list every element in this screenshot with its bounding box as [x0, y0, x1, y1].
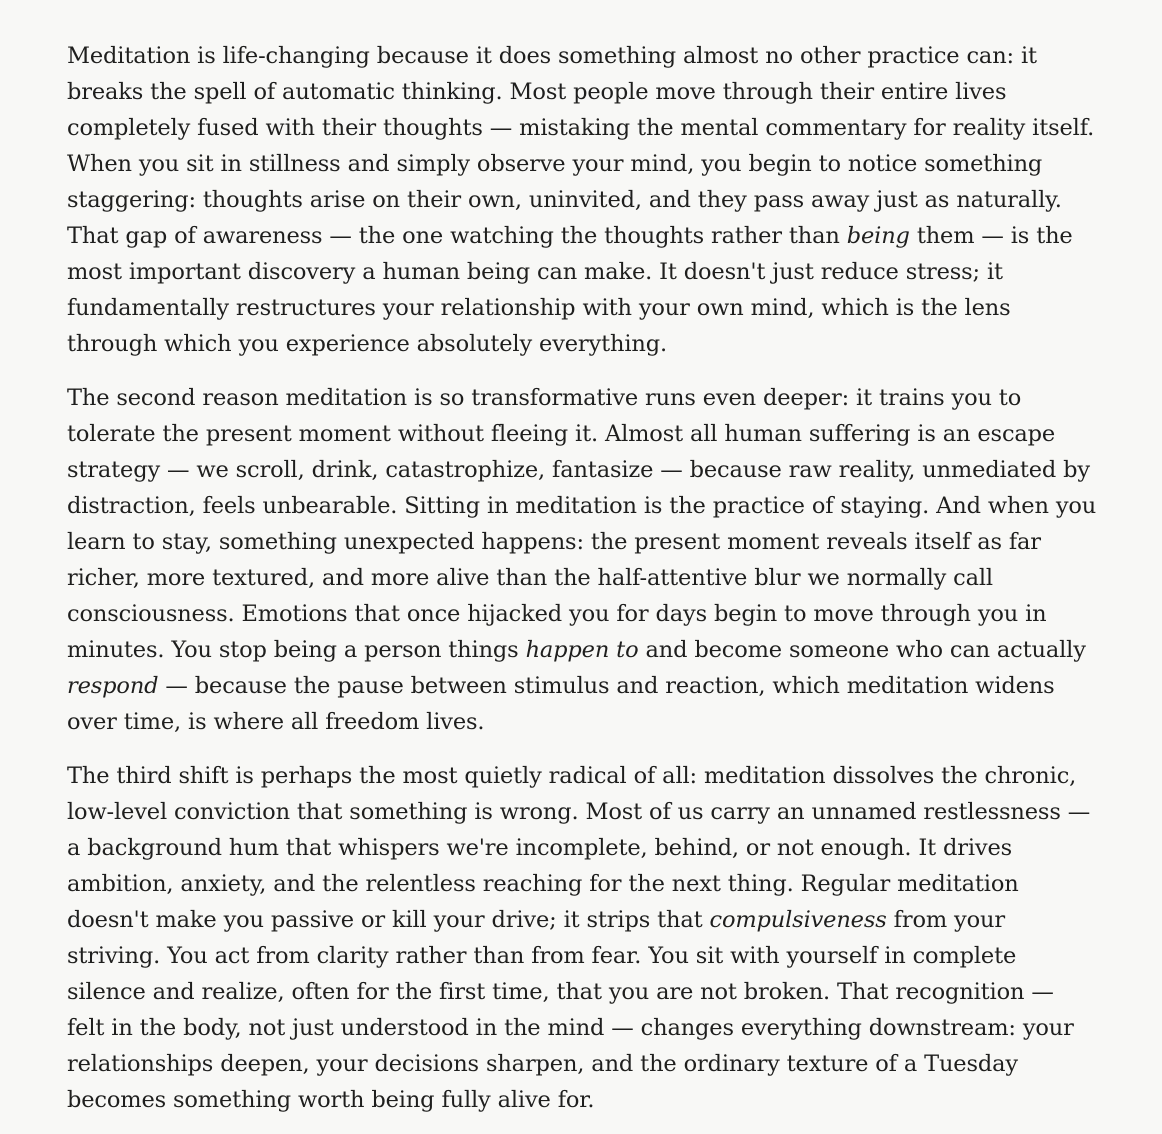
paragraph-2-text: The second reason meditation is so transformative runs even deeper: it trains you to tolerate the present moment without fleeing it. Almost all human suffering is an escape strategy — we scroll, drink, catastrophize, fantasize — because raw reality, unmediated by distraction, feels unbearable. Sitting in meditation is the practice of staying. And when you learn to stay, something unexpected happens: the present moment reveals itself as far richer, more textured, and more alive than the half-attentive blur we normally call consciousness. Emotions that once hijacked you for days begin to move through you in minutes. You stop being a person things: [67, 385, 1097, 663]
article-body: [67, 38, 1097, 1118]
paragraph-1-text: Meditation is life-changing because it does something almost no other practice can: it breaks the spell of automatic thinking. Most people move through their entire lives completely fused with their thoughts — mistaking the mental commentary for reality itself. When you sit in stillness and simply observe your mind, you begin to notice something staggering: thoughts arise on their own, uninvited, and they pass away just as naturally. That gap of awareness — the one watching the thoughts rather than: [67, 43, 1095, 249]
emphasis-respond: respond: [67, 673, 159, 699]
emphasis-being: being: [846, 223, 910, 249]
paragraph-2: [67, 380, 1097, 740]
emphasis-happen-to: happen to: [525, 637, 639, 663]
paragraph-1: [67, 38, 1097, 362]
paragraph-3-text: The third shift is perhaps the most quietly radical of all: meditation dissolves the chronic, low-level conviction that something is wrong. Most of us carry an unnamed restlessness — a background hum that whispers we're incomplete, behind, or not enough. It drives ambition, anxiety, and the relentless reaching for the next thing. Regular meditation doesn't make you passive or kill your drive; it strips that: [67, 763, 1091, 933]
paragraph-1-text: them — is the most important discovery a human being can make. It doesn't just reduce stress; it fundamentally restructures your relationship with your own mind, which is the lens through which you experience absolutely everything.: [67, 223, 1073, 357]
paragraph-3: [67, 758, 1097, 1118]
paragraph-3-text: from your striving. You act from clarity rather than from fear. You sit with yourself in complete silence and realize, often for the first time, that you are not broken. That recognition — felt in the body, not just understood in the mind — changes everything downstream: your relationships deepen, your decisions sharpen, and the ordinary texture of a Tuesday becomes something worth being fully alive for.: [67, 907, 1074, 1113]
emphasis-compulsiveness: compulsiveness: [709, 907, 887, 933]
paragraph-2-text: — because the pause between stimulus and reaction, which meditation widens over time, is where all freedom lives.: [67, 673, 1055, 735]
paragraph-2-text: and become someone who can actually: [638, 637, 1086, 663]
